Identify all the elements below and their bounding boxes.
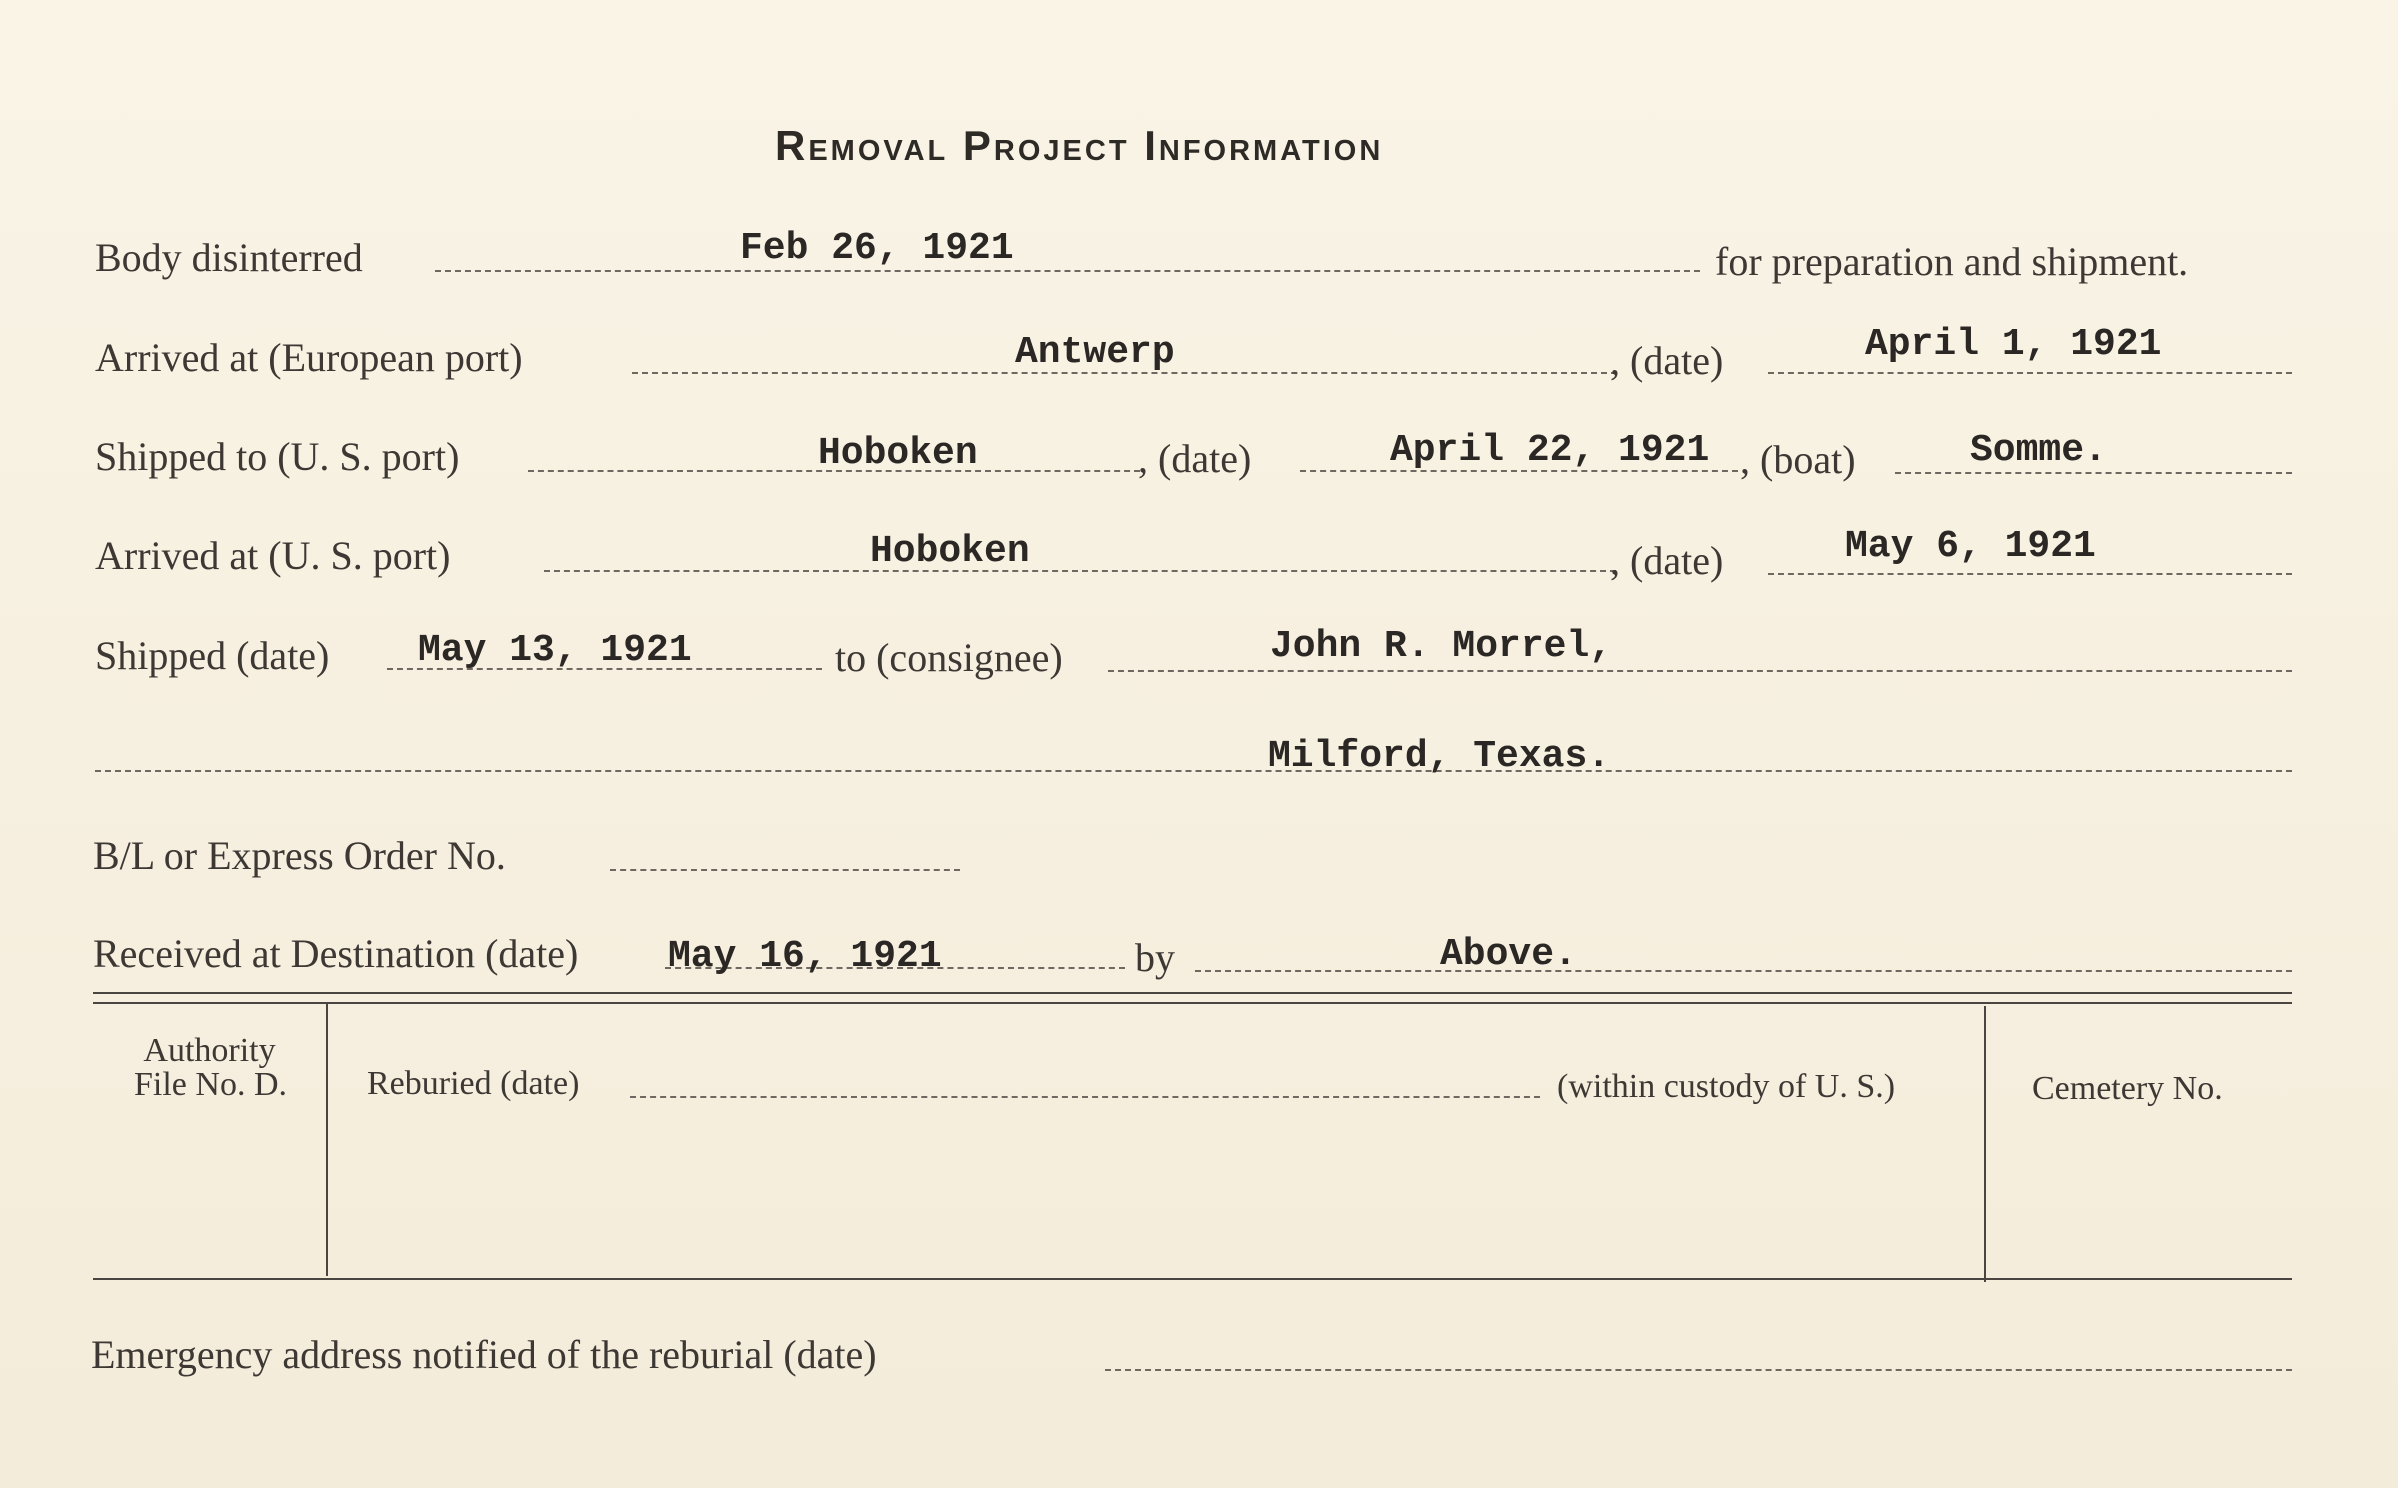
consignee-address-line [95, 770, 2292, 772]
arrived-european-date-label: , (date) [1610, 338, 1724, 383]
received-by-line [1195, 970, 2292, 972]
arrived-us-line [544, 570, 1616, 572]
received-by: Above. [1440, 933, 1577, 976]
shipped-us-date: April 22, 1921 [1390, 429, 1710, 472]
emergency-label: Emergency address notified of the reburial (date) [91, 1332, 877, 1377]
cemetery-no-label: Cemetery No. [2032, 1070, 2223, 1107]
arrived-european-label: Arrived at (European port) [95, 335, 523, 380]
arrived-us-label: Arrived at (U. S. port) [95, 533, 451, 578]
received-label: Received at Destination (date) [93, 931, 579, 976]
shipped-us-date-label: , (date) [1138, 436, 1252, 481]
double-rule-top [93, 992, 2292, 994]
body-disinterred-value: Feb 26, 1921 [740, 227, 1014, 270]
bl-order-label: B/L or Express Order No. [93, 833, 506, 878]
shipped-us-port: Hoboken [818, 432, 978, 475]
body-disinterred-suffix: for preparation and shipment. [1715, 239, 2189, 284]
box-divider-left [326, 1004, 328, 1276]
emergency-line [1105, 1369, 2292, 1371]
body-disinterred-line [435, 270, 1700, 272]
shipped-us-boat-line [1895, 472, 2292, 474]
box-divider-right [1984, 1006, 1986, 1282]
arrived-european-date-line [1768, 372, 2292, 374]
arrived-us-date: May 6, 1921 [1845, 525, 2096, 568]
reburied-line [630, 1096, 1540, 1098]
arrived-us-date-line [1768, 573, 2292, 575]
consignee-line [1108, 670, 2292, 672]
box-bottom-rule [93, 1278, 2292, 1280]
arrived-us-date-label: , (date) [1610, 538, 1724, 583]
received-date: May 16, 1921 [668, 935, 942, 978]
shipped-us-boat-label: , (boat) [1740, 437, 1856, 482]
shipped-us-label: Shipped to (U. S. port) [95, 434, 460, 479]
consignee-address: Milford, Texas. [1268, 735, 1611, 778]
arrived-us-port: Hoboken [870, 530, 1030, 573]
file-no-label: File No. D. [134, 1066, 287, 1103]
consignee-name: John R. Morrel, [1270, 625, 1613, 668]
bl-order-line [610, 869, 960, 871]
arrived-european-date: April 1, 1921 [1865, 323, 2162, 366]
reburied-suffix: (within custody of U. S.) [1557, 1068, 1896, 1105]
arrived-european-port: Antwerp [1015, 331, 1175, 374]
consignee-label: to (consignee) [835, 635, 1063, 680]
authority-label: Authority [143, 1032, 276, 1069]
double-rule-bottom [93, 1002, 2292, 1004]
shipped-us-boat: Somme. [1970, 429, 2107, 472]
received-by-label: by [1135, 935, 1175, 980]
body-disinterred-label: Body disinterred [95, 235, 363, 280]
reburied-label: Reburied (date) [367, 1065, 580, 1102]
shipped-date-label: Shipped (date) [95, 633, 330, 678]
card-title: Removal Project Information [775, 122, 1384, 169]
shipped-date-value: May 13, 1921 [418, 629, 692, 672]
